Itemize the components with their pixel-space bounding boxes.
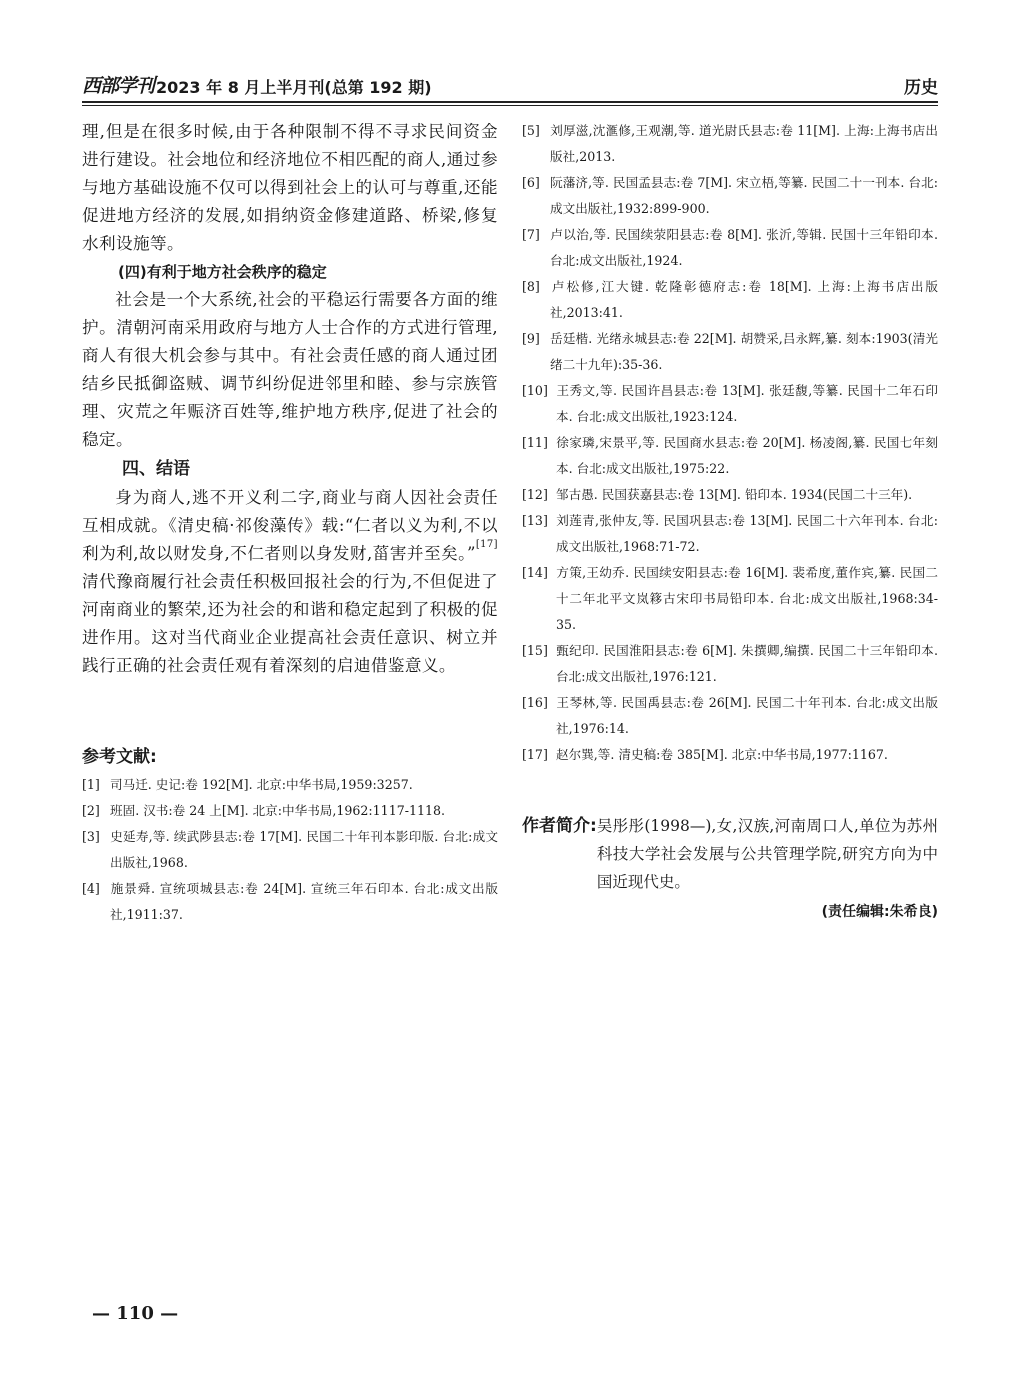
reference-number: [14]: [522, 565, 548, 580]
section-heading-conclusion: 四、结语: [122, 459, 190, 479]
reference-text: 史延寿,等. 续武陟县志:卷 17[M]. 民国二十年刊本影印版. 台北:成文出版社,1968.: [110, 829, 498, 870]
reference-item: [522, 482, 938, 508]
references-left: [82, 772, 498, 928]
journal-logo: 西部学刊: [82, 75, 155, 97]
reference-number: [12]: [522, 487, 548, 502]
reference-number: [1]: [82, 777, 100, 792]
body-paragraph-2: 社会是一个大系统,社会的平稳运行需要各方面的维护。清朝河南采用政府与地方人士合作的方式进行管理,商人有很大机会参与其中。有社会责任感的商人通过团结乡民抵御盗贼、调节纠纷促进邻里和睦、参与宗族管理、灾荒之年赈济百姓等,维护地方秩序,促进了社会的稳定。: [82, 290, 498, 449]
reference-text: 徐家璘,宋景平,等. 民国商水县志:卷 20[M]. 杨凌阁,纂. 民国七年刻本. 台北:成文出版社,1975:22.: [556, 435, 938, 476]
reference-text: 施景舜. 宣统项城县志:卷 24[M]. 宣统三年石印本. 台北:成文出版社,1911:37.: [110, 881, 498, 922]
reference-number: [11]: [522, 435, 548, 450]
reference-text: 岳廷楷. 光绪永城县志:卷 22[M]. 胡赞采,吕永辉,纂. 刻本:1903(清光绪二十九年):35-36.: [550, 331, 938, 372]
body-paragraph-3a: 身为商人,逃不开义利二字,商业与商人因社会责任互相成就。《清史稿·祁俊藻传》载:“仁者以义为利,不以利为利,故以财发身,不仁者则以身发财,菑害并至矣。”: [82, 488, 498, 563]
reference-number: [2]: [82, 803, 100, 818]
reference-item: [522, 742, 938, 768]
reference-number: [4]: [82, 881, 100, 896]
reference-text: 卢以治,等. 民国续荥阳县志:卷 8[M]. 张沂,等辑. 民国十三年铅印本. 台北:成文出版社,1924.: [550, 227, 938, 268]
section-label: 历史: [904, 78, 938, 98]
reference-text: 阮藩济,等. 民国孟县志:卷 7[M]. 宋立梧,等纂. 民国二十一刊本. 台北:成文出版社,1932:899-900.: [550, 175, 938, 216]
subheading-4: (四)有利于地方社会秩序的稳定: [118, 263, 327, 281]
author-info: [522, 812, 938, 896]
reference-number: [5]: [522, 123, 540, 138]
reference-number: [7]: [522, 227, 540, 242]
reference-number: [3]: [82, 829, 100, 844]
references-title: 参考文献:: [82, 747, 157, 767]
reference-item: [522, 690, 938, 742]
issue-info: 2023 年 8 月上半月刊(总第 192 期): [156, 78, 432, 97]
reference-number: [16]: [522, 695, 548, 710]
reference-text: 刘厚滋,沈滙修,王观潮,等. 道光尉氏县志:卷 11[M]. 上海:上海书店出版社,2013.: [550, 123, 938, 164]
reference-text: 王琴林,等. 民国禹县志:卷 26[M]. 民国二十年刊本. 台北:成文出版社,1976:14.: [556, 695, 938, 736]
header-rule-thick: [82, 101, 938, 103]
reference-number: [8]: [522, 279, 540, 294]
reference-item: [522, 274, 938, 326]
reference-item: [522, 378, 938, 430]
reference-item: [522, 326, 938, 378]
reference-text: 赵尔巽,等. 清史稿:卷 385[M]. 北京:中华书局,1977:1167.: [556, 747, 888, 762]
reference-text: 王秀文,等. 民国许昌县志:卷 13[M]. 张廷馥,等纂. 民国十二年石印本. 台北:成文出版社,1923:124.: [556, 383, 938, 424]
running-header: [82, 72, 938, 98]
reference-text: 甄纪印. 民国淮阳县志:卷 6[M]. 朱撰卿,编撰. 民国二十三年铅印本. 台北:成文出版社,1976:121.: [556, 643, 938, 684]
reference-number: [17]: [522, 747, 548, 762]
author-label: 作者简介:: [522, 816, 597, 836]
reference-item: [522, 222, 938, 274]
reference-number: [6]: [522, 175, 540, 190]
reference-number: [9]: [522, 331, 540, 346]
reference-text: 方策,王幼乔. 民国续安阳县志:卷 16[M]. 裴希度,董作宾,纂. 民国二十二年北平文岚簃古宋印书局铅印本. 台北:成文出版社,1968:34-35.: [556, 565, 938, 632]
reference-text: 班固. 汉书:卷 24 上[M]. 北京:中华书局,1962:1117-1118.: [110, 803, 446, 818]
header-left: [82, 71, 432, 98]
reference-text: 刘莲青,张仲友,等. 民国巩县志:卷 13[M]. 民国二十六年刊本. 台北:成文出版社,1968:71-72.: [556, 513, 938, 554]
reference-number: [10]: [522, 383, 548, 398]
reference-number: [13]: [522, 513, 548, 528]
header-rule-thin: [82, 105, 938, 106]
references-right: [522, 118, 938, 768]
left-column-body: [82, 118, 498, 680]
reference-number: [15]: [522, 643, 548, 658]
reference-item: [82, 798, 498, 824]
body-paragraph-1: 理,但是在很多时候,由于各种限制不得不寻求民间资金进行建设。社会地位和经济地位不相匹配的商人,通过参与地方基础设施不仅可以得到社会上的认可与尊重,还能促进地方经济的发展,如捐纳资金修建道路、桥梁,修复水利设施等。: [82, 122, 498, 253]
page-number: — 110 —: [92, 1303, 179, 1324]
body-paragraph-3b: 清代豫商履行社会责任积极回报社会的行为,不但促进了河南商业的繁荣,还为社会的和谐和稳定起到了积极的促进作用。这对当代商业企业提高社会责任意识、树立并践行正确的社会责任观有着深刻的启迪借鉴意义。: [82, 572, 498, 675]
reference-item: [522, 170, 938, 222]
reference-item: [522, 118, 938, 170]
body-paragraph-3: [82, 484, 498, 680]
reference-item: [522, 638, 938, 690]
citation-17: [17]: [475, 539, 498, 550]
responsible-editor: (责任编辑:朱希良): [821, 904, 938, 920]
reference-item: [522, 430, 938, 482]
author-text: 吴彤彤(1998—),女,汉族,河南周口人,单位为苏州科技大学社会发展与公共管理学院,研究方向为中国近现代史。: [596, 817, 938, 891]
reference-text: 司马迁. 史记:卷 192[M]. 北京:中华书局,1959:3257.: [110, 777, 413, 792]
reference-item: [82, 876, 498, 928]
reference-item: [82, 824, 498, 876]
reference-item: [522, 560, 938, 638]
reference-item: [522, 508, 938, 560]
reference-item: [82, 772, 498, 798]
reference-text: 邹古愚. 民国获嘉县志:卷 13[M]. 铅印本. 1934(民国二十三年).: [556, 487, 913, 502]
reference-text: 卢松修,江大键. 乾隆彰德府志:卷 18[M]. 上海:上海书店出版社,2013:41.: [550, 279, 938, 320]
